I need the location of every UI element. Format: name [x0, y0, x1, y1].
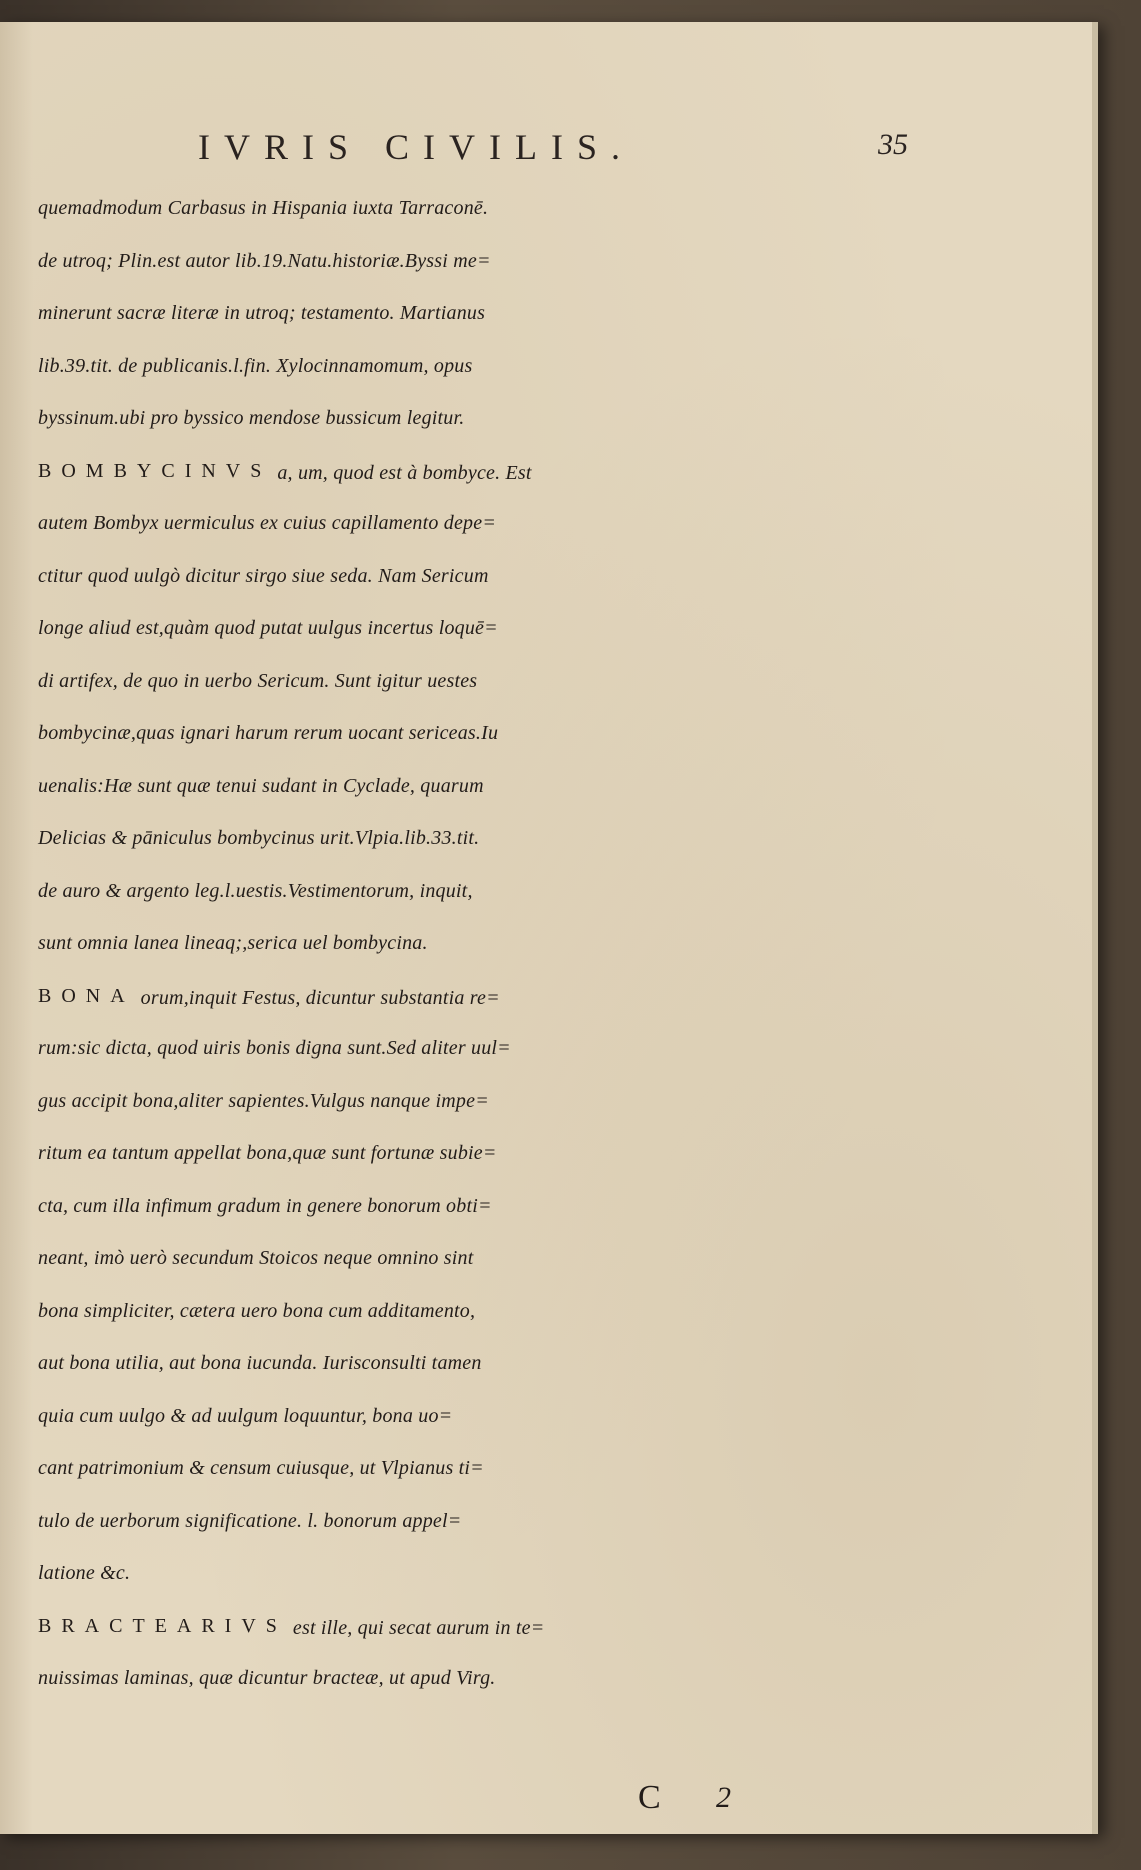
text-line — [38, 1127, 878, 1180]
line-text: bombycinæ,quas ignari harum rerum uocant sericeas.Iu — [38, 722, 499, 744]
line-text: longe aliud est,quàm quod putat uulgus incertus loquē= — [38, 617, 498, 639]
line-text: lib.39.tit. de publicanis.l.fin. Xylocinnamomum, opus — [38, 354, 473, 377]
text-line — [38, 550, 878, 603]
text-line — [38, 917, 878, 970]
line-text: bona simpliciter, cætera uero bona cum additamento, — [38, 1299, 476, 1322]
text-line — [38, 1600, 878, 1653]
line-text: cta, cum illa infimum gradum in genere bonorum obti= — [38, 1194, 492, 1217]
text-line — [38, 1547, 878, 1600]
text-line — [38, 970, 878, 1023]
line-text: latione &c. — [38, 1562, 131, 1584]
text-line — [38, 812, 878, 865]
page-header — [198, 126, 918, 170]
entry-headword: BOMBYCINVS — [38, 459, 272, 482]
text-line — [38, 392, 878, 445]
line-text: de auro & argento leg.l.uestis.Vestimentorum, inquit, — [38, 879, 473, 902]
line-text: de utroq; Plin.est autor lib.19.Natu.historiæ.Byssi me= — [38, 249, 491, 272]
body-text — [38, 182, 878, 1816]
line-text: rum:sic dicta, quod uiris bonis digna sunt.Sed aliter uul= — [38, 1037, 511, 1059]
text-line — [38, 1652, 878, 1705]
text-line — [38, 1180, 878, 1233]
signature-line — [38, 1772, 878, 1824]
line-text: ritum ea tantum appellat bona,quæ sunt fortunæ subie= — [38, 1142, 497, 1164]
text-line — [38, 1495, 878, 1548]
line-text: autem Bombyx uermiculus ex cuius capillamento depe= — [38, 512, 497, 534]
text-line — [38, 340, 878, 393]
line-text: nuissimas laminas, quæ dicuntur bracteæ, ut apud Virg. — [38, 1667, 496, 1689]
line-text: ctitur quod uulgò dicitur sirgo siue seda. Nam Sericum — [38, 564, 489, 587]
line-text: aut bona utilia, aut bona iucunda. Iurisconsulti tamen — [38, 1352, 482, 1374]
entry-headword: BRACTEARIVS — [38, 1614, 287, 1637]
text-line — [38, 287, 878, 340]
line-text: a, um, quod est à bombyce. Est — [277, 461, 532, 484]
text-line — [38, 497, 878, 550]
line-text: est ille, qui secat aurum in te= — [292, 1616, 545, 1639]
text-line — [38, 235, 878, 288]
line-text: uenalis:Hæ sunt quæ tenui sudant in Cyclade, quarum — [38, 774, 484, 797]
text-line — [38, 1390, 878, 1443]
line-text: sunt omnia lanea lineaq;,serica uel bombycina. — [38, 932, 428, 954]
entry-headword: BONA — [38, 984, 135, 1007]
text-line — [38, 445, 878, 498]
page-edge — [1092, 22, 1098, 1834]
text-line — [38, 1442, 878, 1495]
page-number: 35 — [878, 128, 908, 161]
text-line — [38, 760, 878, 813]
line-text: Delicias & pāniculus bombycinus urit.Vlpia.lib.33.tit. — [38, 827, 480, 849]
running-head: IVRIS CIVILIS. — [198, 127, 634, 167]
line-text: orum,inquit Festus, dicuntur substantia re= — [140, 986, 500, 1009]
text-line — [38, 182, 878, 235]
text-line — [38, 865, 878, 918]
line-text: minerunt sacræ literæ in utroq; testamento. Martianus — [38, 302, 486, 324]
text-line — [38, 1285, 878, 1338]
text-line — [38, 707, 878, 760]
text-line — [38, 655, 878, 708]
line-text: cant patrimonium & censum cuiusque, ut Vlpianus ti= — [38, 1457, 484, 1479]
line-text: di artifex, de quo in uerbo Sericum. Sunt igitur uestes — [38, 669, 478, 692]
signature-mark: C — [638, 1779, 661, 1816]
text-line — [38, 1075, 878, 1128]
line-text: byssinum.ubi pro byssico mendose bussicum legitur. — [38, 407, 465, 429]
line-text: gus accipit bona,aliter sapientes.Vulgus nanque impe= — [38, 1089, 489, 1112]
text-line — [38, 1022, 878, 1075]
line-text: neant, imò uerò secundum Stoicos neque omnino sint — [38, 1247, 474, 1269]
line-text: quemadmodum Carbasus in Hispania iuxta Tarraconē. — [38, 197, 489, 219]
text-line — [38, 602, 878, 655]
line-text: tulo de uerborum significatione. l. bonorum appel= — [38, 1509, 462, 1532]
signature-number: 2 — [716, 1781, 731, 1814]
text-line — [38, 1337, 878, 1390]
line-text: quia cum uulgo & ad uulgum loquuntur, bona uo= — [38, 1404, 453, 1427]
text-line — [38, 1232, 878, 1285]
